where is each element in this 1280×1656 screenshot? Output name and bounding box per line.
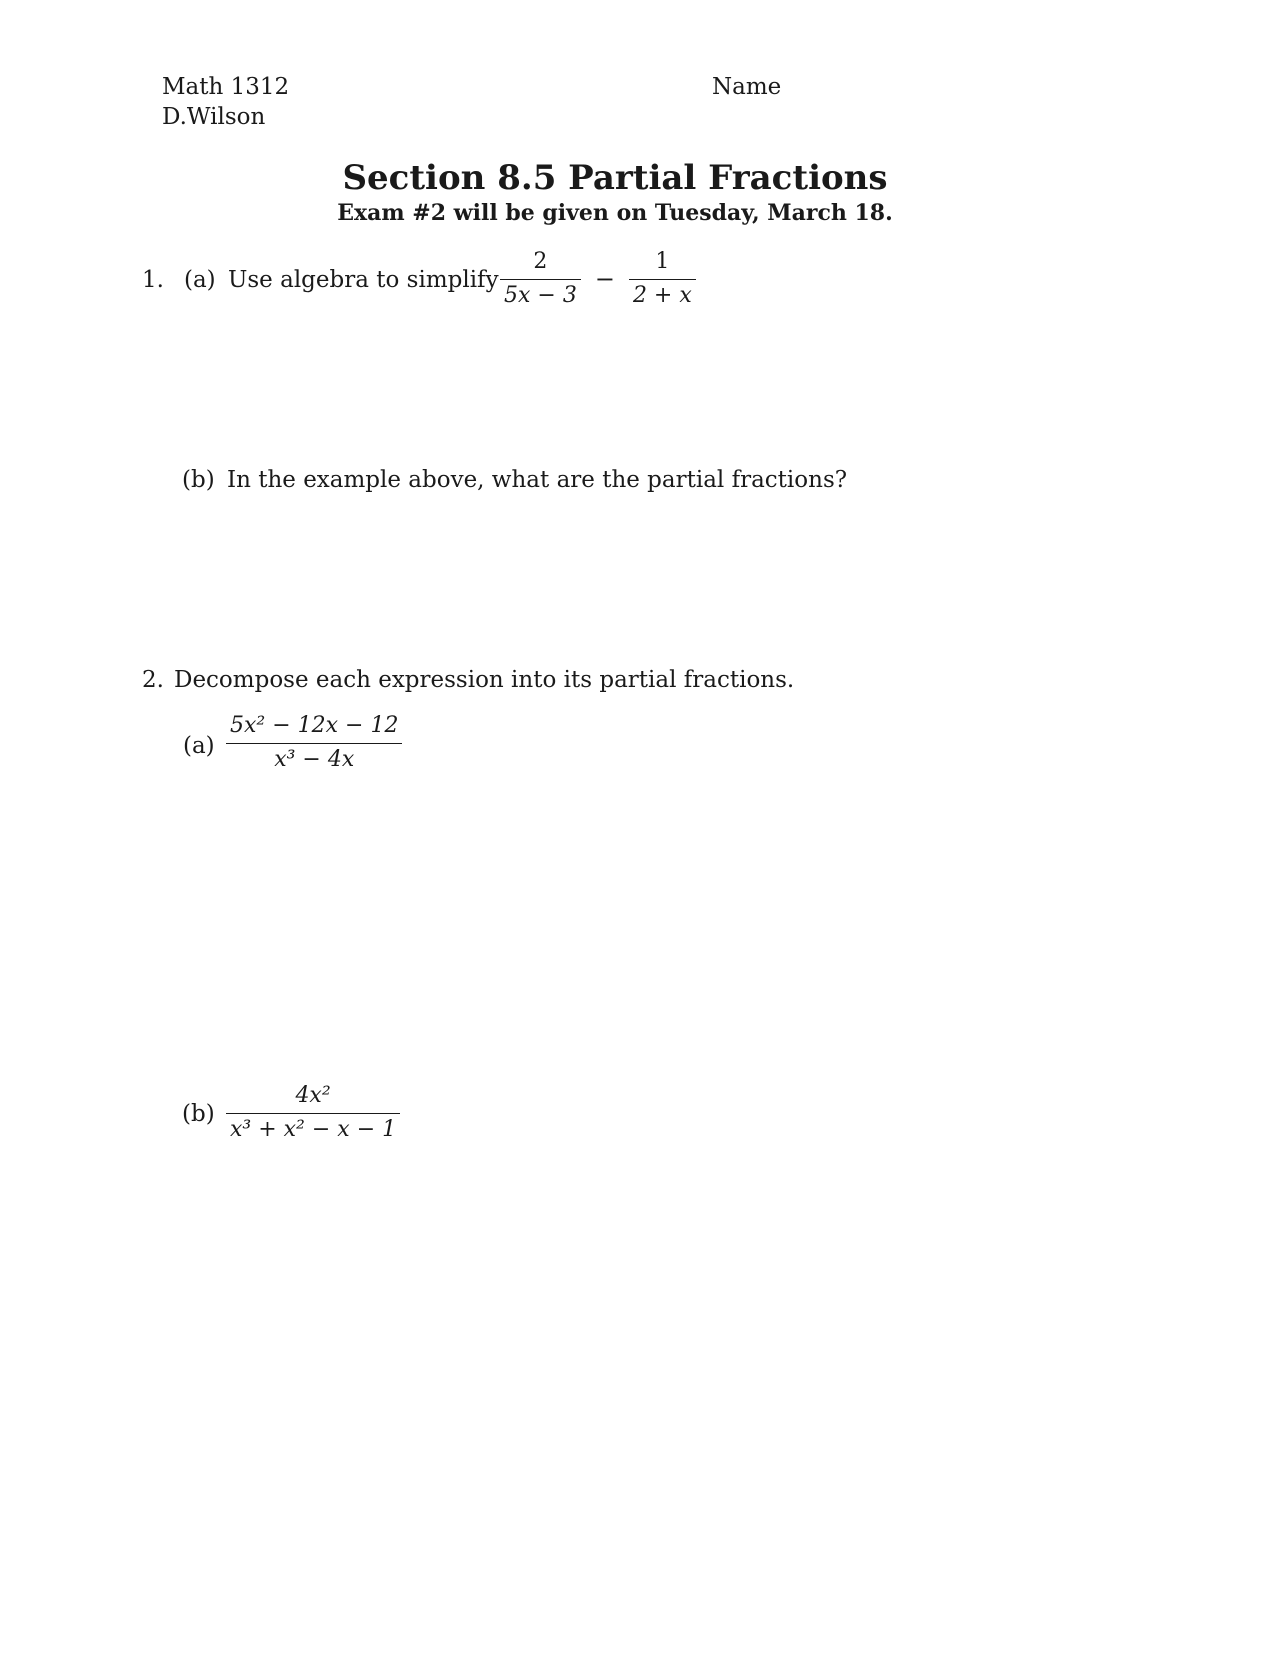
- problem-2-text: Decompose each expression into its partial fractions.: [174, 667, 795, 693]
- problem-1b-text: In the example above, what are the partial fractions?: [227, 467, 848, 493]
- problem-2b-expression: [226, 1082, 400, 1144]
- instructor-name: D.Wilson: [162, 104, 266, 130]
- fraction-bar: [226, 1113, 400, 1114]
- minus-operator: −: [594, 265, 615, 293]
- problem-1a-fraction-2: [629, 248, 696, 310]
- problem-2-number: 2.: [142, 667, 164, 693]
- fraction-numerator: 2: [533, 249, 548, 274]
- fraction-denominator: x³ + x² − x − 1: [230, 1117, 397, 1142]
- problem-1a-text: Use algebra to simplify: [228, 267, 499, 293]
- problem-1-number: 1.: [142, 267, 164, 293]
- fraction-denominator: 2 + x: [632, 283, 692, 308]
- problem-2a-label: (a): [183, 733, 215, 759]
- problem-1b-label: (b): [182, 467, 215, 493]
- fraction-numerator: 1: [655, 249, 670, 274]
- problem-2b-label: (b): [182, 1101, 215, 1127]
- course-number: Math 1312: [162, 74, 290, 100]
- problem-1a-fraction-1: [500, 248, 581, 310]
- problem-1a-expression: [500, 248, 696, 310]
- fraction-numerator: 5x² − 12x − 12: [230, 713, 399, 738]
- fraction-bar: [629, 279, 696, 280]
- page-title: Section 8.5 Partial Fractions: [342, 158, 888, 198]
- exam-notice: Exam #2 will be given on Tuesday, March 18.: [337, 200, 893, 226]
- problem-2a-fraction: [226, 712, 402, 774]
- fraction-bar: [226, 743, 402, 744]
- fraction-denominator: x³ − 4x: [274, 747, 355, 772]
- problem-2a-expression: [226, 712, 402, 774]
- fraction-numerator: 4x²: [295, 1083, 331, 1108]
- problem-2b-fraction: [226, 1082, 400, 1144]
- problem-1a-label: (a): [184, 267, 216, 293]
- student-name-label: Name: [712, 74, 782, 100]
- fraction-bar: [500, 279, 581, 280]
- fraction-denominator: 5x − 3: [504, 283, 577, 308]
